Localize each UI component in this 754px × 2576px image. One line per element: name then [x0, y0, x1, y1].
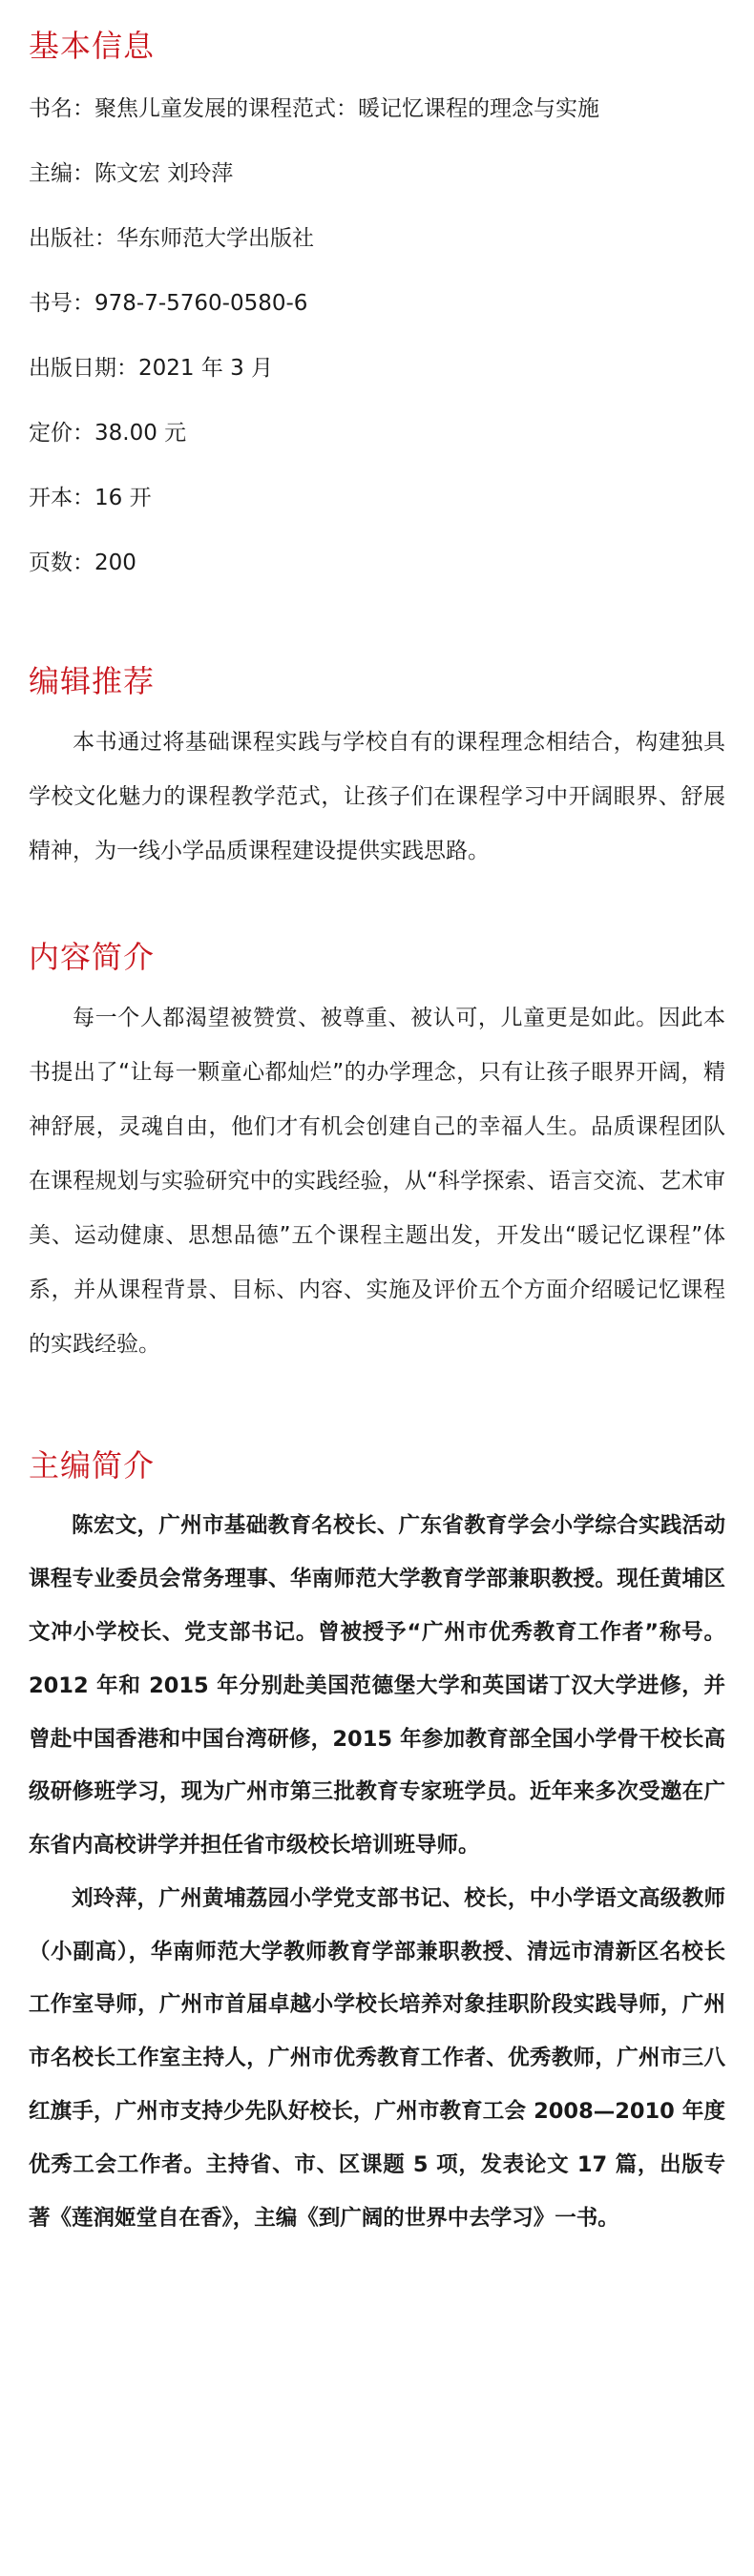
content-intro-text: 每一个人都渴望被赞赏、被尊重、被认可，儿童更是如此。因此本书提出了“让每一颗童心都灿烂”的办学理念，只有让孩子眼界开阔，精神舒展，灵魂自由，他们才有机会创建自己的幸福人生。品质课程团队在课程规划与实验研究中的实践经验，从“科学探索、语言交流、艺术审美、运动健康、思想品德”五个课程主题出发，开发出“暖记忆课程”体系，并从课程背景、目标、内容、实施及评价五个方面介绍暖记忆课程的实践经验。	[29, 1006, 725, 1358]
editor-bio-chen: 陈宏文，广州市基础教育名校长、广东省教育学会小学综合实践活动课程专业委员会常务理事、华南师范大学教育学部兼职教授。现任黄埔区文冲小学校长、党支部书记。曾被授予“广州市优秀教育工作者”称号。2012 年和 2015 年分别赴美国范德堡大学和英国诺丁汉大学进修，并曾赴中国香港和中国台湾研修，2015 年参加教育部全国小学骨干校长高级研修班学习，现为广州市第三批教育专家班学员。近年来多次受邀在广东省内高校讲学并担任省市级校长培训班导师。	[29, 1513, 725, 1859]
basic-info-list	[29, 76, 725, 595]
info-price: 定价：38.00 元	[29, 421, 187, 446]
info-isbn: 书号：978-7-5760-0580-6	[29, 291, 308, 316]
editor-intro-title: 主编简介	[29, 1447, 156, 1485]
info-publish-date: 出版日期：2021 年 3 月	[29, 356, 274, 381]
editor-recommend-title: 编辑推荐	[29, 663, 156, 699]
info-chief-editors: 主编：陈文宏 刘玲萍	[29, 161, 234, 186]
info-format: 开本：16 开	[29, 486, 152, 510]
info-pages: 页数：200	[29, 551, 136, 575]
info-publisher: 出版社：华东师范大学出版社	[29, 226, 314, 251]
editor-bio-liu: 刘玲萍，广州黄埔荔园小学党支部书记、校长，中小学语文高级教师（小副高），华南师范大学教师教育学部兼职教授、清远市清新区名校长工作室导师，广州市首届卓越小学校长培养对象挂职阶段实践导师，广州市名校长工作室主持人，广州市优秀教育工作者、优秀教师，广州市三八红旗手，广州市支持少先队好校长，广州市教育工会 2008—2010 年度优秀工会工作者。主持省、市、区课题 5 项，发表论文 17 篇，出版专著《莲润姬堂自在香》，主编《到广阔的世界中去学习》一书。	[29, 1885, 725, 2231]
content-intro-title: 内容简介	[29, 939, 156, 976]
editor-recommend-text: 本书通过将基础课程实践与学校自有的课程理念相结合，构建独具学校文化魅力的课程教学范式，让孩子们在课程学习中开阔眼界、舒展精神，为一线小学品质课程建设提供实践思路。	[29, 730, 725, 864]
basic-info-title: 基本信息	[29, 28, 156, 64]
info-book-title: 书名：聚焦儿童发展的课程范式：暖记忆课程的理念与实施	[29, 96, 599, 121]
